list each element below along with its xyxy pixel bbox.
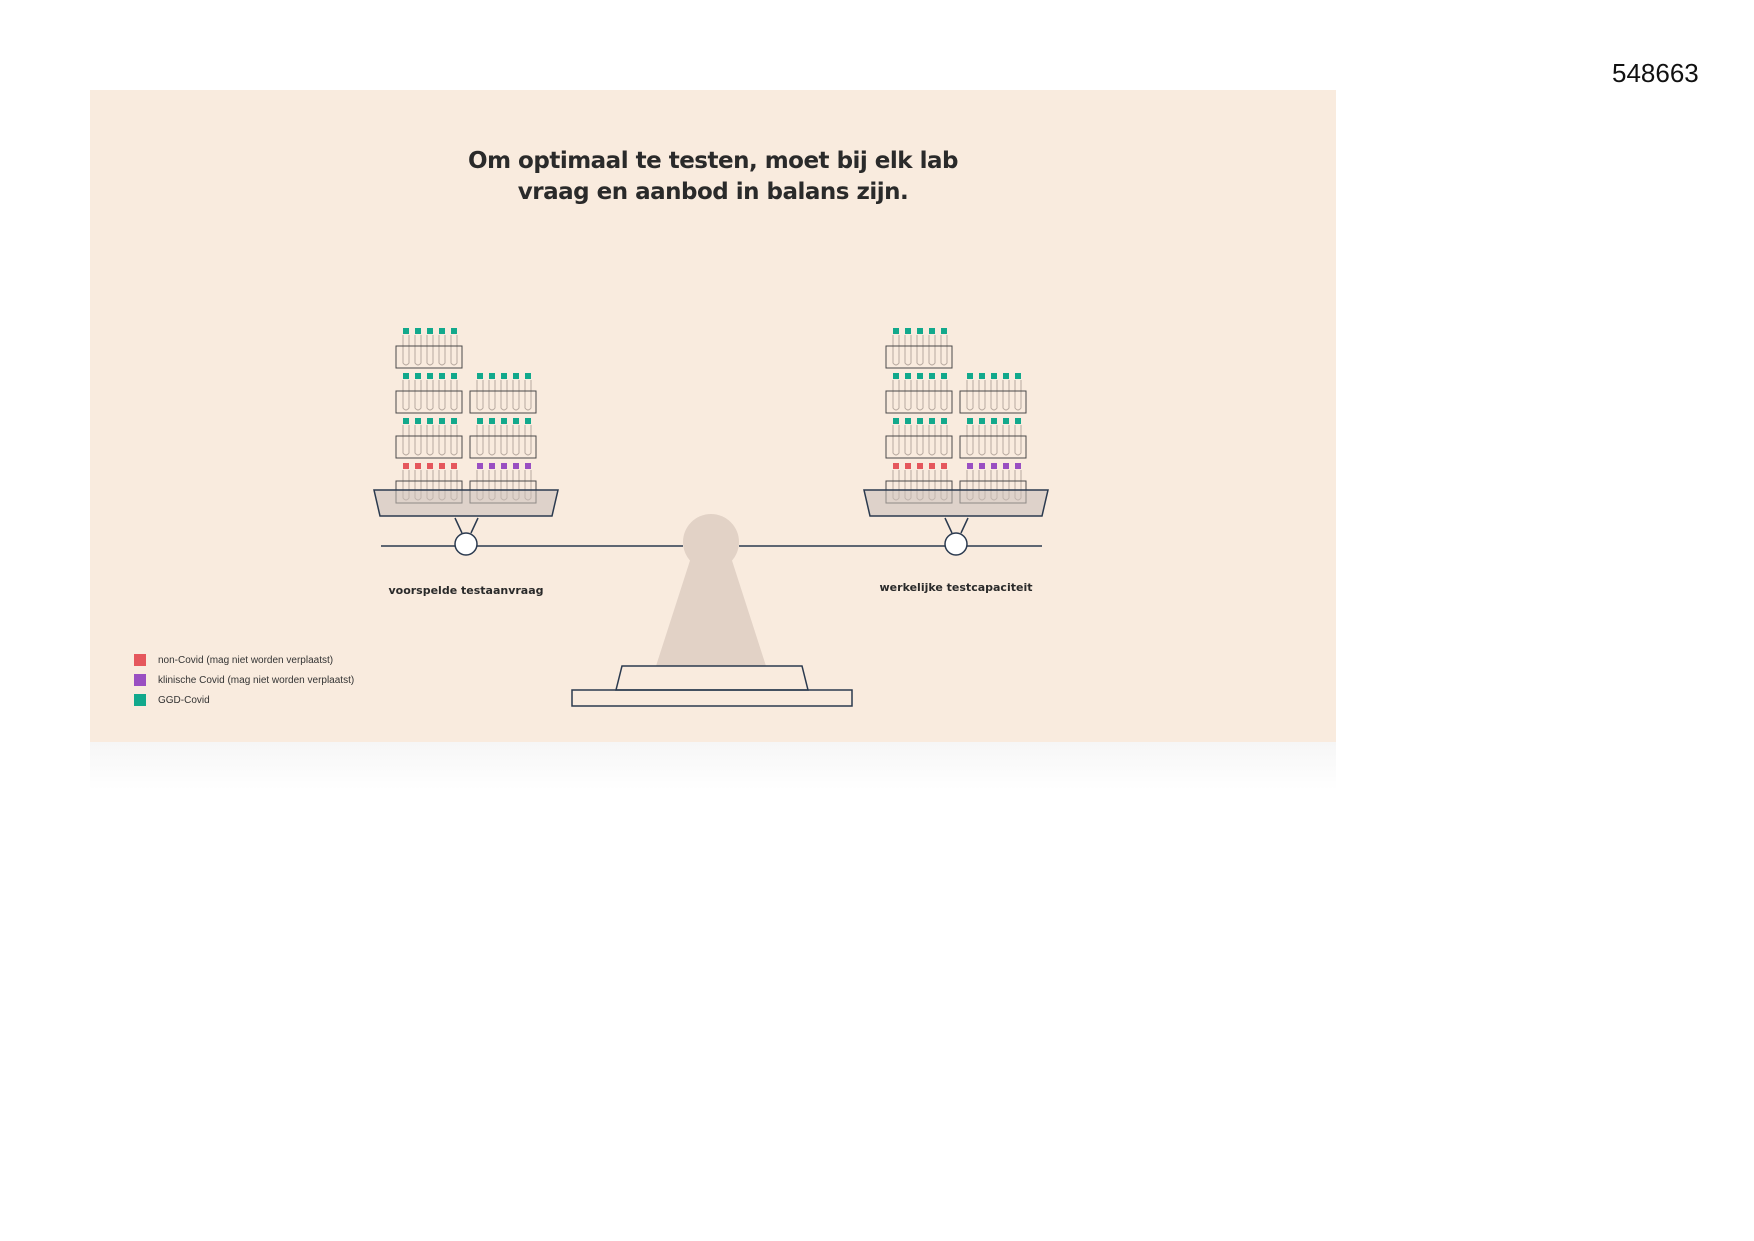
tube-cap	[427, 418, 433, 424]
test-tube	[991, 425, 997, 455]
tube-cap	[905, 463, 911, 469]
test-tube	[979, 380, 985, 410]
test-tube-rack	[886, 418, 952, 458]
tube-cap	[477, 418, 483, 424]
test-tube	[929, 335, 935, 365]
test-tube	[477, 425, 483, 455]
right-pivot-ring	[945, 533, 967, 555]
test-tube	[941, 425, 947, 455]
test-tube	[451, 380, 457, 410]
test-tube	[451, 335, 457, 365]
right-pan-label: werkelijke testcapaciteit	[879, 581, 1033, 594]
scale-pan-dish	[864, 490, 1048, 516]
tube-cap	[489, 418, 495, 424]
tube-cap	[403, 418, 409, 424]
tube-cap	[513, 463, 519, 469]
test-tube	[451, 425, 457, 455]
scale-base-plate	[572, 690, 852, 706]
test-tube	[917, 335, 923, 365]
test-tube	[991, 380, 997, 410]
test-tube	[427, 335, 433, 365]
tube-cap	[513, 418, 519, 424]
test-tube-rack	[960, 418, 1026, 458]
tube-cap	[1015, 418, 1021, 424]
tube-cap	[1003, 463, 1009, 469]
tube-cap	[893, 373, 899, 379]
test-tube-rack	[960, 373, 1026, 413]
tube-cap	[979, 373, 985, 379]
test-tube	[415, 335, 421, 365]
tube-cap	[1003, 373, 1009, 379]
tube-cap	[427, 373, 433, 379]
test-tube	[403, 380, 409, 410]
tube-cap	[1015, 463, 1021, 469]
test-tube	[489, 425, 495, 455]
test-tube	[917, 425, 923, 455]
tube-cap	[415, 373, 421, 379]
tube-cap	[991, 418, 997, 424]
left-pivot-ring	[455, 533, 477, 555]
test-tube	[489, 380, 495, 410]
test-tube-rack	[396, 418, 462, 458]
tube-cap	[439, 463, 445, 469]
tube-cap	[427, 328, 433, 334]
test-tube	[1003, 425, 1009, 455]
test-tube	[501, 425, 507, 455]
test-tube	[439, 380, 445, 410]
test-tube	[917, 380, 923, 410]
tube-cap	[477, 463, 483, 469]
test-tube-rack	[396, 328, 462, 368]
legend	[134, 650, 354, 710]
tube-cap	[941, 373, 947, 379]
test-tube	[1003, 380, 1009, 410]
tube-cap	[403, 373, 409, 379]
test-tube-rack	[470, 418, 536, 458]
tube-cap	[451, 373, 457, 379]
tube-cap	[929, 418, 935, 424]
test-tube	[905, 425, 911, 455]
tube-cap	[893, 463, 899, 469]
test-tube	[893, 335, 899, 365]
legend-item-klinische-covid	[134, 670, 354, 690]
test-tube	[403, 335, 409, 365]
tube-cap	[525, 418, 531, 424]
test-tube-rack	[886, 373, 952, 413]
test-tube	[439, 335, 445, 365]
test-tube	[967, 380, 973, 410]
tube-cap	[477, 373, 483, 379]
test-tube	[525, 380, 531, 410]
title-line-2: vraag en aanbod in balans zijn.	[517, 179, 909, 205]
tube-cap	[893, 418, 899, 424]
tube-cap	[917, 373, 923, 379]
tube-cap	[905, 328, 911, 334]
tube-cap	[967, 373, 973, 379]
test-tube	[967, 425, 973, 455]
test-tube	[893, 425, 899, 455]
tube-cap	[439, 418, 445, 424]
test-tube	[941, 380, 947, 410]
fulcrum-knob	[683, 514, 739, 570]
test-tube	[941, 335, 947, 365]
test-tube	[1015, 425, 1021, 455]
legend-label: klinische Covid (mag niet worden verplaatst)	[158, 674, 355, 686]
tube-cap	[967, 463, 973, 469]
tube-cap	[979, 418, 985, 424]
tube-cap	[941, 328, 947, 334]
tube-cap	[525, 373, 531, 379]
test-tube	[905, 380, 911, 410]
tube-cap	[1015, 373, 1021, 379]
tube-cap	[917, 463, 923, 469]
test-tube	[929, 380, 935, 410]
legend-item-non-covid	[134, 650, 354, 670]
tube-cap	[967, 418, 973, 424]
tube-cap	[415, 463, 421, 469]
test-tube	[427, 380, 433, 410]
test-tube	[501, 380, 507, 410]
tube-cap	[941, 463, 947, 469]
test-tube	[979, 425, 985, 455]
tube-cap	[403, 328, 409, 334]
page-number: 548663	[1612, 58, 1699, 88]
tube-cap	[929, 328, 935, 334]
test-tube	[477, 380, 483, 410]
test-tube	[525, 425, 531, 455]
test-tube-rack	[396, 373, 462, 413]
test-tube-rack	[470, 373, 536, 413]
tube-cap	[403, 463, 409, 469]
tube-cap	[929, 463, 935, 469]
tube-cap	[439, 328, 445, 334]
right-pan	[864, 328, 1048, 516]
legend-label: GGD-Covid	[158, 694, 210, 706]
test-tube	[403, 425, 409, 455]
tube-cap	[991, 373, 997, 379]
test-tube	[415, 425, 421, 455]
scale-pan-dish	[374, 490, 558, 516]
test-tube	[415, 380, 421, 410]
test-tube-rack	[886, 328, 952, 368]
tube-cap	[929, 373, 935, 379]
tube-cap	[501, 373, 507, 379]
tube-cap	[501, 418, 507, 424]
tube-cap	[415, 418, 421, 424]
test-tube	[513, 380, 519, 410]
tube-cap	[917, 418, 923, 424]
tube-cap	[513, 373, 519, 379]
tube-cap	[489, 463, 495, 469]
tube-cap	[941, 418, 947, 424]
tube-cap	[489, 373, 495, 379]
tube-cap	[1003, 418, 1009, 424]
left-pan	[374, 328, 558, 516]
test-tube	[1015, 380, 1021, 410]
tube-cap	[451, 328, 457, 334]
scale-base-top	[616, 666, 808, 690]
tube-cap	[451, 463, 457, 469]
test-tube	[427, 425, 433, 455]
test-tube	[929, 425, 935, 455]
tube-cap	[991, 463, 997, 469]
legend-swatch-non-covid	[134, 654, 146, 666]
title-line-1: Om optimaal te testen, moet bij elk lab	[468, 148, 958, 174]
tube-cap	[439, 373, 445, 379]
tube-cap	[451, 418, 457, 424]
tube-cap	[905, 418, 911, 424]
legend-label: non-Covid (mag niet worden verplaatst)	[158, 654, 334, 666]
left-pan-hanger	[455, 518, 478, 533]
test-tube	[439, 425, 445, 455]
tube-cap	[905, 373, 911, 379]
tube-cap	[415, 328, 421, 334]
legend-swatch-klinische-covid	[134, 674, 146, 686]
right-pan-hanger	[945, 518, 968, 533]
left-pan-label: voorspelde testaanvraag	[388, 584, 544, 597]
test-tube	[893, 380, 899, 410]
test-tube	[905, 335, 911, 365]
tube-cap	[427, 463, 433, 469]
tube-cap	[501, 463, 507, 469]
tube-cap	[893, 328, 899, 334]
legend-swatch-ggd-covid	[134, 694, 146, 706]
legend-item-ggd-covid	[134, 690, 354, 710]
tube-cap	[525, 463, 531, 469]
tube-cap	[917, 328, 923, 334]
test-tube	[513, 425, 519, 455]
tube-cap	[979, 463, 985, 469]
